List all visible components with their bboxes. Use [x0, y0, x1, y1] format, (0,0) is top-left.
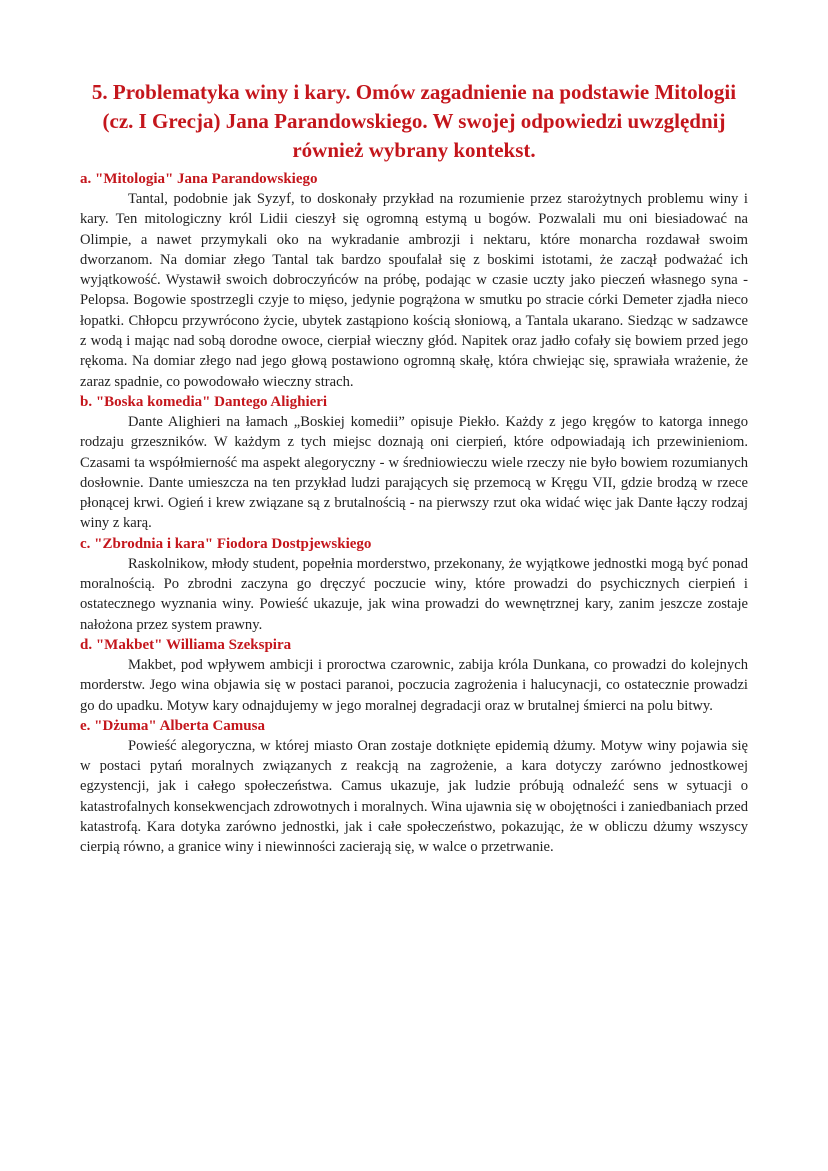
section-heading: b. "Boska komedia" Dantego Alighieri	[80, 393, 328, 410]
section-a	[80, 169, 748, 392]
title-line: również wybrany kontekst.	[292, 138, 536, 162]
section-e	[80, 716, 748, 858]
section-body: Makbet, pod wpływem ambicji i proroctwa czarownic, zabija króla Dunkana, co prowadzi do kolejnych morderstw. Jego wina objawia się w postaci paranoi, poczucia zagrożenia i halucynacji, co ostatecznie prowadzi go do upadku. Motyw kary odnajdujemy w jego moralnej degradacji oraz w brutalnej śmierci na polu bitwy.	[80, 656, 748, 714]
section-heading: c. "Zbrodnia i kara" Fiodora Dostpjewskiego	[80, 535, 372, 552]
section-d	[80, 635, 748, 716]
section-b	[80, 392, 748, 534]
page-title	[80, 78, 748, 165]
section-body: Raskolnikow, młody student, popełnia morderstwo, przekonany, że wyjątkowe jednostki mogą być ponad moralnością. Po zbrodni zaczyna go dręczyć poczucie winy, które prowadzi do psychicznych cierpień i ostatecznego wyznania winy. Powieść ukazuje, jak wina prowadzi do wewnętrznej kary, zanim jeszcze zostaje nałożona przez system prawny.	[80, 555, 748, 633]
section-c	[80, 534, 748, 635]
section-heading: d. "Makbet" Williama Szekspira	[80, 636, 292, 653]
section-heading: a. "Mitologia" Jana Parandowskiego	[80, 171, 318, 187]
section-heading: e. "Dżuma" Alberta Camusa	[80, 717, 265, 734]
title-line: (cz. I Grecja) Jana Parandowskiego. W swojej odpowiedzi uwzględnij	[102, 109, 726, 133]
section-body: Tantal, podobnie jak Syzyf, to doskonały przykład na rozumienie przez starożytnych problemu winy i kary. Ten mitologiczny król Lidii cieszył się ogromną estymą u bogów. Pozwalali mu oni biesiadować na Olimpie, a nawet przymykali oko na wykradanie ambrozji i nektaru, które monarcha rozdawał swoim dworzanom. Na domiar złego Tantal tak bardzo spoufalał się z boskimi istotami, że zaczął podważać ich wyjątkowość. Wystawił swoich dobroczyńców na próbę, podając w czasie uczty jako pieczeń własnego syna - Pelopsa. Bogowie spostrzegli czyje to mięso, jedynie pogrążona w smutku po stracie córki Demeter zjadła nieco łopatki. Chłopcu przywrócono życie, ubytek zastąpiono kością słoniową, a Tantala ukarano. Siedząc w sadzawce z wodą i mając nad sobą dorodne owoce, cierpiał wieczny głód. Napitek oraz jadło cofały się bowiem przed jego rękoma. Na domiar złego nad jego głową postawiono ogromną skałę, która chwiejąc się, sprawiała wrażenie, że zaraz spadnie, co powodowało wieczny strach.	[80, 191, 748, 390]
section-body: Powieść alegoryczna, w której miasto Oran zostaje dotknięte epidemią dżumy. Motyw winy pojawia się w postaci pytań moralnych związanych z reakcją na zagrożenie, a kara dotyczy zarówno jednostkowej egzystencji, jak i całego społeczeństwa. Camus ukazuje, jak ludzie próbują odnaleźć sens w sytuacji o katastrofalnych konsekwencjach zdrowotnych i moralnych. Wina ujawnia się w obojętności i zaniedbaniach przed katastrofą. Kara dotyka zarówno jednostki, jak i całe społeczeństwo, pokazując, że w obliczu dżumy wszyscy cierpią równo, a granice winy i niewinności zacierają się, w walce o przetrwanie.	[80, 737, 748, 856]
title-line: 5. Problematyka winy i kary. Omów zagadnienie na podstawie Mitologii	[91, 80, 737, 104]
section-body: Dante Alighieri na łamach „Boskiej komedii” opisuje Piekło. Każdy z jego kręgów to katorga innego rodzaju grzeszników. W każdym z tych miejsc doznają oni cierpień, które odpowiadają ich przewinieniom. Czasami ta współmierność ma aspekt alegoryczny - w średniowieczu wiele rzeczy nie było bowiem rozumianych dosłownie. Dante umieszcza na ten przykład ludzi parających się przemocą w Kręgu VII, gdzie brodzą w rzece płonącej krwi. Ogień i krew związane są z brutalnością - na pierwszy rzut oka widać więc jak Dante łączy rodzaj winy z karą.	[80, 413, 748, 532]
